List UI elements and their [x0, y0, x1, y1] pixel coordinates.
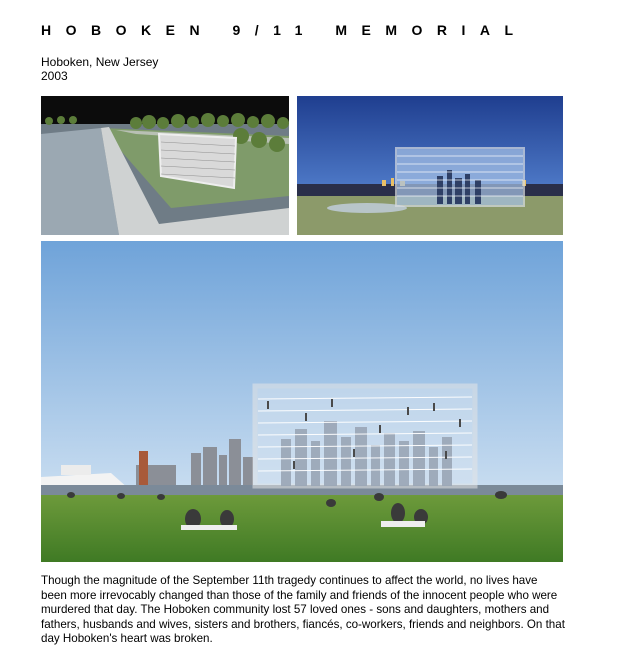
memorial-lawn-photo: [41, 241, 563, 562]
memorial-dusk-image: [297, 96, 563, 235]
memorial-description: Though the magnitude of the September 11th tragedy continues to affect the world, no lives have been more irrevocably changed than those of the family and friends of the innocent people who were murdered that day. The Hoboken community lost 57 loved ones - sons and daughters, mothers and fathers, husbands and wives, sisters and brothers, fiancés, co-workers, friends and neighbors. On that day Hoboken's heart was broken.: [41, 574, 565, 645]
page-title: HOBOKEN 9/11 MEMORIAL: [41, 22, 528, 38]
site-model-photo: [41, 96, 289, 235]
memorial-lawn-image: [41, 241, 563, 562]
site-model-image: [41, 96, 289, 235]
location-city: Hoboken, New Jersey: [41, 55, 159, 69]
project-location: [41, 55, 158, 83]
memorial-dusk-photo: [297, 96, 563, 235]
project-year: 2003: [41, 69, 68, 83]
